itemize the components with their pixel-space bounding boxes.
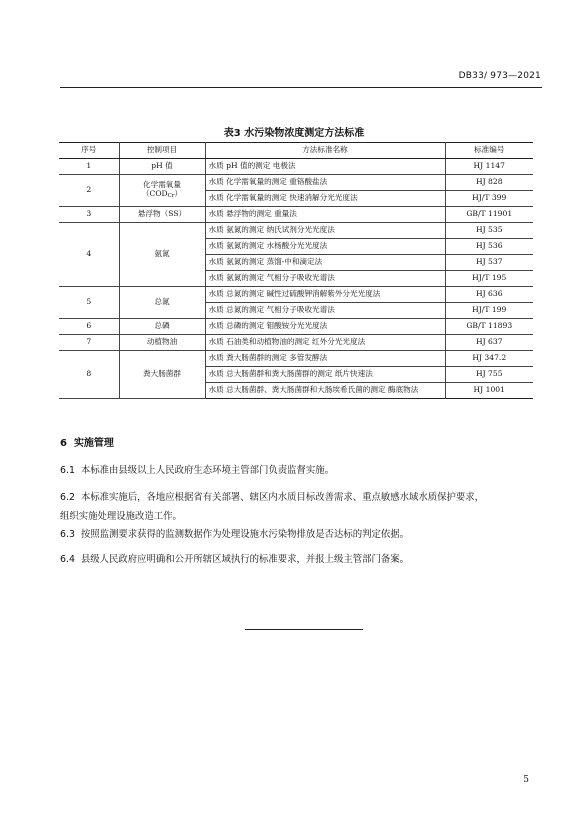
- document-code: DB33/ 973—2021: [458, 71, 541, 81]
- standard-code: HJ/T 195: [445, 271, 533, 287]
- standard-code: HJ 535: [445, 223, 533, 239]
- method-name: 水质 氨氮的测定 气相分子吸收光谱法: [205, 271, 445, 287]
- table-row: [59, 335, 533, 351]
- control-item: 总磷: [119, 319, 205, 335]
- row-number: 6: [59, 319, 119, 335]
- paragraph-number: 6.4: [60, 554, 75, 565]
- end-of-document-rule: [245, 629, 363, 630]
- control-item: 粪大肠菌群: [119, 351, 205, 399]
- paragraph-number: 6.3: [60, 529, 75, 540]
- method-standards-table: [59, 142, 533, 399]
- standard-code: HJ 1001: [445, 383, 533, 399]
- method-name: 水质 总大肠菌群和粪大肠菌群的测定 纸片快速法: [205, 367, 445, 383]
- table-row: [59, 287, 533, 303]
- paragraph-line: [60, 488, 530, 507]
- table-row: [59, 319, 533, 335]
- row-number: 3: [59, 207, 119, 223]
- row-number: 1: [59, 159, 119, 175]
- method-name: 水质 pH 值的测定 电极法: [205, 159, 445, 175]
- paragraph-continuation: 组织实施处理设施改造工作。: [60, 511, 182, 522]
- method-name: 水质 总磷的测定 钼酸铵分光光度法: [205, 319, 445, 335]
- method-name: 水质 石油类和动植物油的测定 红外分光光度法: [205, 335, 445, 351]
- cod-open: （COD: [141, 189, 168, 199]
- control-item: 总氮: [119, 287, 205, 319]
- cod-close: ）: [174, 189, 183, 199]
- control-item-line1: 化学需氧量: [143, 180, 181, 190]
- paragraph-number: 6.2: [60, 492, 75, 503]
- paragraph-6-4: [60, 550, 530, 569]
- row-number: 8: [59, 351, 119, 399]
- method-name: 水质 氨氮的测定 水杨酸分光光度法: [205, 239, 445, 255]
- standard-code: GB/T 11893: [445, 319, 533, 335]
- table-title: 表3 水污染物浓度测定方法标准: [223, 128, 365, 139]
- table-row: [59, 175, 533, 191]
- row-number: 5: [59, 287, 119, 319]
- column-header-standard-code: 标准编号: [445, 143, 533, 159]
- standard-code: HJ 828: [445, 175, 533, 191]
- method-name: 水质 氨氮的测定 蒸馏-中和滴定法: [205, 255, 445, 271]
- header-rule: [60, 87, 542, 88]
- method-name: 水质 粪大肠菌群的测定 多管发酵法: [205, 351, 445, 367]
- method-name: 水质 总氮的测定 碱性过硫酸钾消解紫外分光光度法: [205, 287, 445, 303]
- paragraph-6-3: [60, 525, 530, 544]
- paragraph-number: 6.1: [60, 465, 75, 476]
- control-item: [119, 175, 205, 207]
- column-header-method-name: 方法标准名称: [205, 143, 445, 159]
- paragraph-text: 县级人民政府应明确和公开所辖区域执行的标准要求，并报上级主管部门备案。: [80, 554, 410, 565]
- standard-code: HJ 537: [445, 255, 533, 271]
- section-title: 实施管理: [73, 438, 114, 449]
- method-name: 水质 氨氮的测定 纳氏试剂分光光度法: [205, 223, 445, 239]
- method-name: 水质 化学需氧量的测定 重铬酸盐法: [205, 175, 445, 191]
- cod-subscript: Cr: [167, 193, 175, 200]
- standard-code: HJ/T 399: [445, 191, 533, 207]
- control-item-line2: [123, 190, 202, 199]
- table-row: [59, 207, 533, 223]
- control-item: 悬浮物（SS）: [119, 207, 205, 223]
- standard-code: HJ 636: [445, 287, 533, 303]
- control-item: pH 值: [119, 159, 205, 175]
- paragraph-6-1: [60, 461, 530, 480]
- section-heading: [60, 434, 114, 449]
- method-name: 水质 总氮的测定 气相分子吸收光谱法: [205, 303, 445, 319]
- paragraph-6-2: [60, 488, 530, 526]
- paragraph-text: 按照监测要求获得的监测数据作为处理设施水污染物排放是否达标的判定依据。: [80, 529, 410, 540]
- standard-code: HJ/T 199: [445, 303, 533, 319]
- standard-code: GB/T 11901: [445, 207, 533, 223]
- standard-code: HJ 755: [445, 367, 533, 383]
- row-number: 4: [59, 223, 119, 287]
- control-item: 氨氮: [119, 223, 205, 287]
- paragraph-text: 本标准实施后，各地应根据省有关部署、辖区内水质目标改善需求、重点敏感水域水质保护要求，: [80, 492, 485, 503]
- standard-code: HJ 1147: [445, 159, 533, 175]
- table-row: [59, 223, 533, 239]
- row-number: 7: [59, 335, 119, 351]
- standard-code: HJ 536: [445, 239, 533, 255]
- control-item: 动植物油: [119, 335, 205, 351]
- row-number: 2: [59, 175, 119, 207]
- method-name: 水质 化学需氧量的测定 快速消解分光光度法: [205, 191, 445, 207]
- column-header-item: 控制项目: [119, 143, 205, 159]
- paragraph-text: 本标准由县级以上人民政府生态环境主管部门负责监督实施。: [80, 465, 335, 476]
- standard-code: HJ 637: [445, 335, 533, 351]
- standard-code: HJ 347.2: [445, 351, 533, 367]
- page-number: 5: [523, 775, 529, 785]
- section-number: 6: [60, 438, 67, 449]
- column-header-no: 序号: [59, 143, 119, 159]
- table-row: [59, 159, 533, 175]
- method-name: 水质 悬浮物的测定 重量法: [205, 207, 445, 223]
- table-row: [59, 351, 533, 367]
- table-header-row: [59, 143, 533, 159]
- method-name: 水质 总大肠菌群、粪大肠菌群和大肠埃希氏菌的测定 酶底物法: [205, 383, 445, 399]
